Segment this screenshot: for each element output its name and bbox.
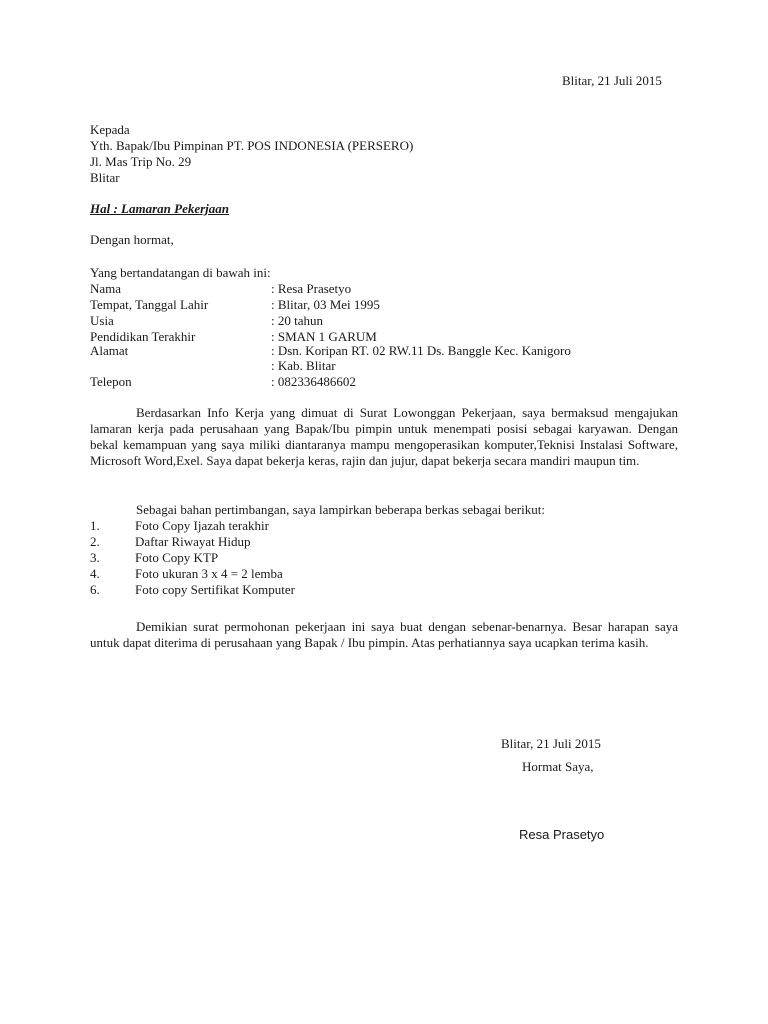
detail-value: : SMAN 1 GARUM	[271, 329, 377, 344]
detail-label: Alamat	[90, 343, 129, 358]
list-text: Foto ukuran 3 x 4 = 2 lemba	[135, 566, 283, 581]
list-text: Foto Copy KTP	[135, 550, 219, 565]
recipient-line-4: Blitar	[90, 170, 120, 185]
list-text: Daftar Riwayat Hidup	[135, 534, 251, 549]
detail-value: : 20 tahun	[271, 313, 323, 328]
closing-date: Blitar, 21 Juli 2015	[501, 736, 601, 751]
detail-value: : Resa Prasetyo	[271, 281, 352, 296]
subject-line: Hal : Lamaran Pekerjaan	[90, 201, 230, 216]
recipient-line-3: Jl. Mas Trip No. 29	[90, 154, 192, 169]
list-text: Foto copy Sertifikat Komputer	[135, 582, 295, 597]
body-paragraph-1	[90, 405, 678, 469]
paragraph-1-text: Berdasarkan Info Kerja yang dimuat di Surat Lowonggan Pekerjaan, saya bermaksud mengajukan lamaran kerja pada perusahaan yang Bapak/Ibu pimpin untuk menempati posisi sebagai karyawan. Dengan bekal kemampuan yang saya miliki diantaranya mampu mengoperasikan komputer,Teknisi Instalasi Software, Microsoft Word,Exel. Saya dapat bekerja keras, rajin dan jujur, dapat bekerja secara mandiri maupun tim.	[90, 405, 678, 468]
list-number: 4.	[90, 566, 100, 581]
attachments-intro: Sebagai bahan pertimbangan, saya lampirkan beberapa berkas sebagai berikut:	[136, 502, 545, 517]
greeting: Dengan hormat,	[90, 232, 174, 247]
letter-date: Blitar, 21 Juli 2015	[562, 73, 662, 88]
list-number: 6.	[90, 582, 100, 597]
detail-value: : Kab. Blitar	[271, 358, 336, 373]
detail-label: Pendidikan Terakhir	[90, 329, 196, 344]
list-number: 1.	[90, 518, 100, 533]
detail-value: : 082336486602	[271, 374, 356, 389]
detail-label: Telepon	[90, 374, 132, 389]
detail-label: Usia	[90, 313, 114, 328]
detail-label: Nama	[90, 281, 122, 296]
list-number: 3.	[90, 550, 100, 565]
recipient-line-2: Yth. Bapak/Ibu Pimpinan PT. POS INDONESIA (PERSERO)	[90, 138, 414, 153]
signer-name: Resa Prasetyo	[519, 827, 605, 842]
list-number: 2.	[90, 534, 100, 549]
paragraph-2-text: Demikian surat permohonan pekerjaan ini saya buat dengan sebenar-benarnya. Besar harapan saya untuk dapat diterima di perusahaan yang Bapak / Ibu pimpin. Atas perhatiannya saya ucapkan terima kasih.	[90, 619, 678, 650]
details-intro: Yang bertandatangan di bawah ini:	[90, 265, 271, 280]
detail-label: Tempat, Tanggal Lahir	[90, 297, 209, 312]
recipient-line-1: Kepada	[90, 122, 130, 137]
body-paragraph-2	[90, 619, 678, 651]
detail-value: : Blitar, 03 Mei 1995	[271, 297, 380, 312]
list-text: Foto Copy Ijazah terakhir	[135, 518, 269, 533]
closing-regards: Hormat Saya,	[522, 759, 594, 774]
detail-value: : Dsn. Koripan RT. 02 RW.11 Ds. Banggle Kec. Kanigoro	[271, 343, 571, 358]
